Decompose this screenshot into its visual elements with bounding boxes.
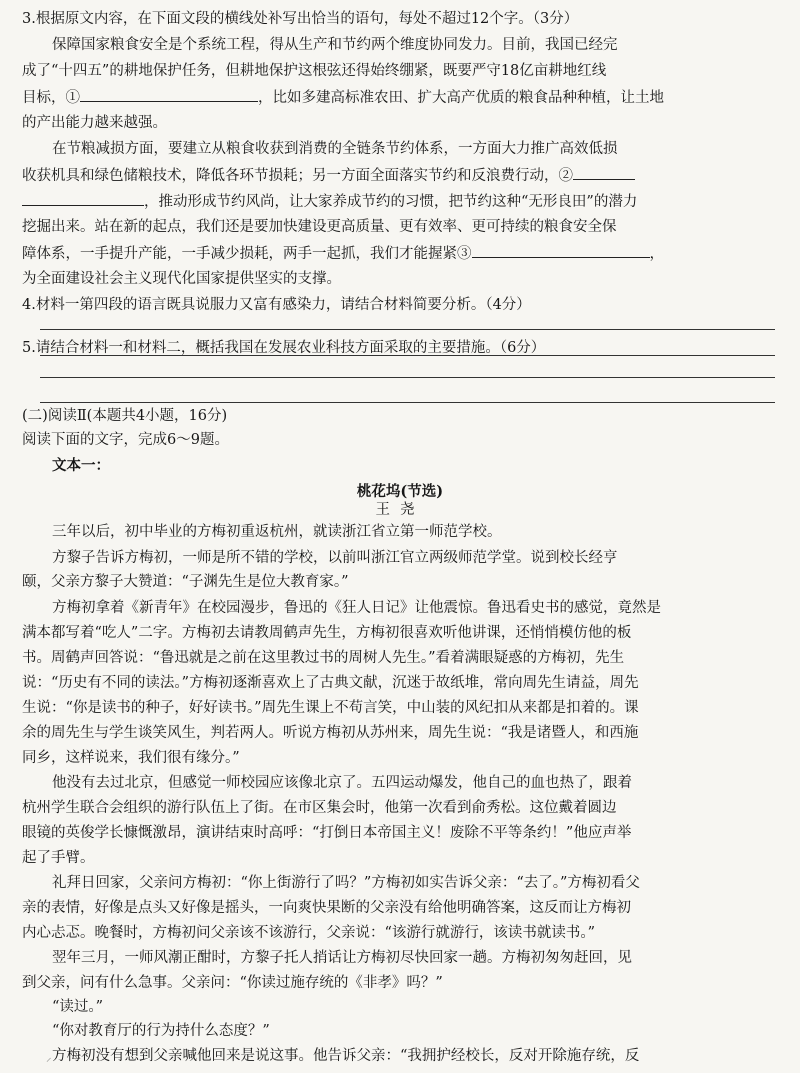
answer-line[interactable] — [40, 377, 775, 378]
q3-paragraph-1-line: 成了“十四五”的耕地保护任务，但耕地保护这根弦还得始终绷紧，既要严守18亿亩耕地红线 — [22, 63, 607, 79]
story-line: 同乡，这样说来，我们很有缘分。” — [22, 750, 240, 766]
story-line: 三年以后，初中毕业的方梅初重返杭州，就读浙江省立第一师范学校。 — [52, 524, 502, 540]
passage-title: 桃花坞(节选) — [356, 483, 444, 500]
story-line: “读过。” — [52, 999, 104, 1015]
answer-blank-2-cont[interactable] — [22, 191, 144, 206]
story-line: 方黎子告诉方梅初，一师是所不错的学校，以前叫浙江官立两级师范学堂。说到校长经亨 — [52, 550, 618, 566]
story-line: 杭州学生联合会组织的游行队伍上了街。在市区集会时，他第一次看到俞秀松。这位戴着圆边 — [22, 800, 617, 816]
q3-paragraph-1-line — [22, 87, 664, 108]
story-line: 满本都写着“吃人”二字。方梅初去请教周鹤声先生，方梅初很喜欢听他讲课，还悄悄模仿他的板 — [22, 625, 632, 641]
answer-blank-1[interactable] — [80, 87, 258, 102]
story-line: 亲的表情，好像是点头又好像是摇头，一向爽快果断的父亲没有给他明确答案，这反而让方梅初 — [22, 900, 631, 916]
question-3-header: 3.根据原文内容，在下面文段的横线处补写出恰当的语句，每处不超过12个字。（3分） — [22, 11, 579, 27]
section-instruction: 阅读下面的文字，完成6～9题。 — [22, 432, 229, 448]
story-line: 起了手臂。 — [22, 850, 95, 866]
story-line: 说：“历史有不同的读法。”方梅初逐渐喜欢上了古典文献，沉迷于故纸堆，常向周先生请益，周先 — [22, 675, 639, 691]
q3-paragraph-1-line: 的产出能力越来越强。 — [22, 115, 167, 131]
q3-paragraph-1-line: 保障国家粮食安全是个系统工程，得从生产和节约两个维度协同发力。目前，我国已经完 — [52, 37, 618, 53]
q3-text: 收获机具和绿色储粮技术，降低各环节损耗；另一方面全面落实节约和反浪费行动，② — [22, 168, 573, 184]
story-line: 礼拜日回家，父亲问方梅初：“你上街游行了吗？”方梅初如实告诉父亲：“去了。”方梅初看父 — [52, 875, 640, 891]
q3-text: ，比如多建高标准农田、扩大高产优质的粮食品种种植，让土地 — [258, 90, 664, 106]
answer-blank-3[interactable] — [472, 243, 650, 258]
q3-paragraph-2-line: 在节粮减损方面，要建立从粮食收获到消费的全链条节约体系，一方面大力推广高效低损 — [52, 141, 618, 157]
story-line: 生说：“你是读书的种子，好好读书。”周先生课上不苟言笑，中山装的风纪扣从来都是扣着的。课 — [22, 700, 639, 716]
answer-line[interactable] — [40, 329, 775, 330]
q3-text: ， — [649, 246, 664, 262]
story-line: 方梅初没有想到父亲喊他回来是说这事。他告诉父亲：“我拥护经校长，反对开除施存统，反 — [52, 1048, 640, 1064]
q3-text: 目标，① — [22, 90, 80, 106]
scan-mark: ⸝ — [46, 1051, 52, 1064]
story-line: 到父亲，问有什么急事。父亲问：“你读过施存统的《非孝》吗？” — [22, 975, 443, 991]
answer-blank-2[interactable] — [573, 165, 635, 180]
story-line: 余的周先生与学生谈笑风生，判若两人。听说方梅初从苏州来，周先生说：“我是诸暨人，和西施 — [22, 725, 639, 741]
q3-paragraph-2-line: 为全面建设社会主义现代化国家提供坚实的支撑。 — [22, 271, 341, 287]
story-line: 书。周鹤声回答说：“鲁迅就是之前在这里教过书的周树人先生。”看着满眼疑惑的方梅初，先生 — [22, 650, 625, 666]
q3-paragraph-2-line: 挖掘出来。站在新的起点，我们还是要加快建设更高质量、更有效率、更可持续的粮食安全保 — [22, 219, 617, 235]
q3-text: 障体系，一手提升产能，一手减少损耗，两手一起抓，我们才能握紧③ — [22, 246, 472, 262]
story-line: 方梅初拿着《新青年》在校园漫步，鲁迅的《狂人日记》让他震惊。鲁迅看史书的感觉，竟然是 — [52, 600, 661, 616]
section-heading: (二)阅读Ⅱ(本题共4小题，16分) — [22, 408, 228, 424]
story-line: 内心忐忑。晚餐时，方梅初问父亲该不该游行，父亲说：“该游行就游行，该读书就读书。” — [22, 925, 596, 941]
story-line: 颐，父亲方黎子大赞道：“子渊先生是位大教育家。” — [22, 574, 349, 590]
story-line: 眼镜的英俊学长慷慨激昂，演讲结束时高呼：“打倒日本帝国主义！废除不平等条约！”他应声举 — [22, 825, 632, 841]
text-label: 文本一： — [52, 457, 110, 474]
question-5: 5.请结合材料一和材料二，概括我国在发展农业科技方面采取的主要措施。（6分） — [22, 340, 546, 356]
passage-author: 王尧 — [375, 502, 425, 518]
story-line: “你对教育厅的行为持什么态度？” — [52, 1023, 270, 1039]
q3-text: ，推动形成节约风尚，让大家养成节约的习惯，把节约这种“无形良田”的潜力 — [144, 194, 638, 210]
story-line: 翌年三月，一师风潮正酣时，方黎子托人捎话让方梅初尽快回家一趟。方梅初匆匆赶回，见 — [52, 950, 632, 966]
q3-paragraph-2-line — [22, 165, 635, 186]
answer-line[interactable] — [40, 402, 775, 403]
story-line: 他没有去过北京，但感觉一师校园应该像北京了。五四运动爆发，他自己的血也热了，跟着 — [52, 775, 632, 791]
q3-paragraph-2-line — [22, 191, 637, 212]
question-4: 4.材料一第四段的语言既具说服力又富有感染力，请结合材料简要分析。（4分） — [22, 297, 531, 313]
q3-paragraph-2-line — [22, 243, 664, 264]
